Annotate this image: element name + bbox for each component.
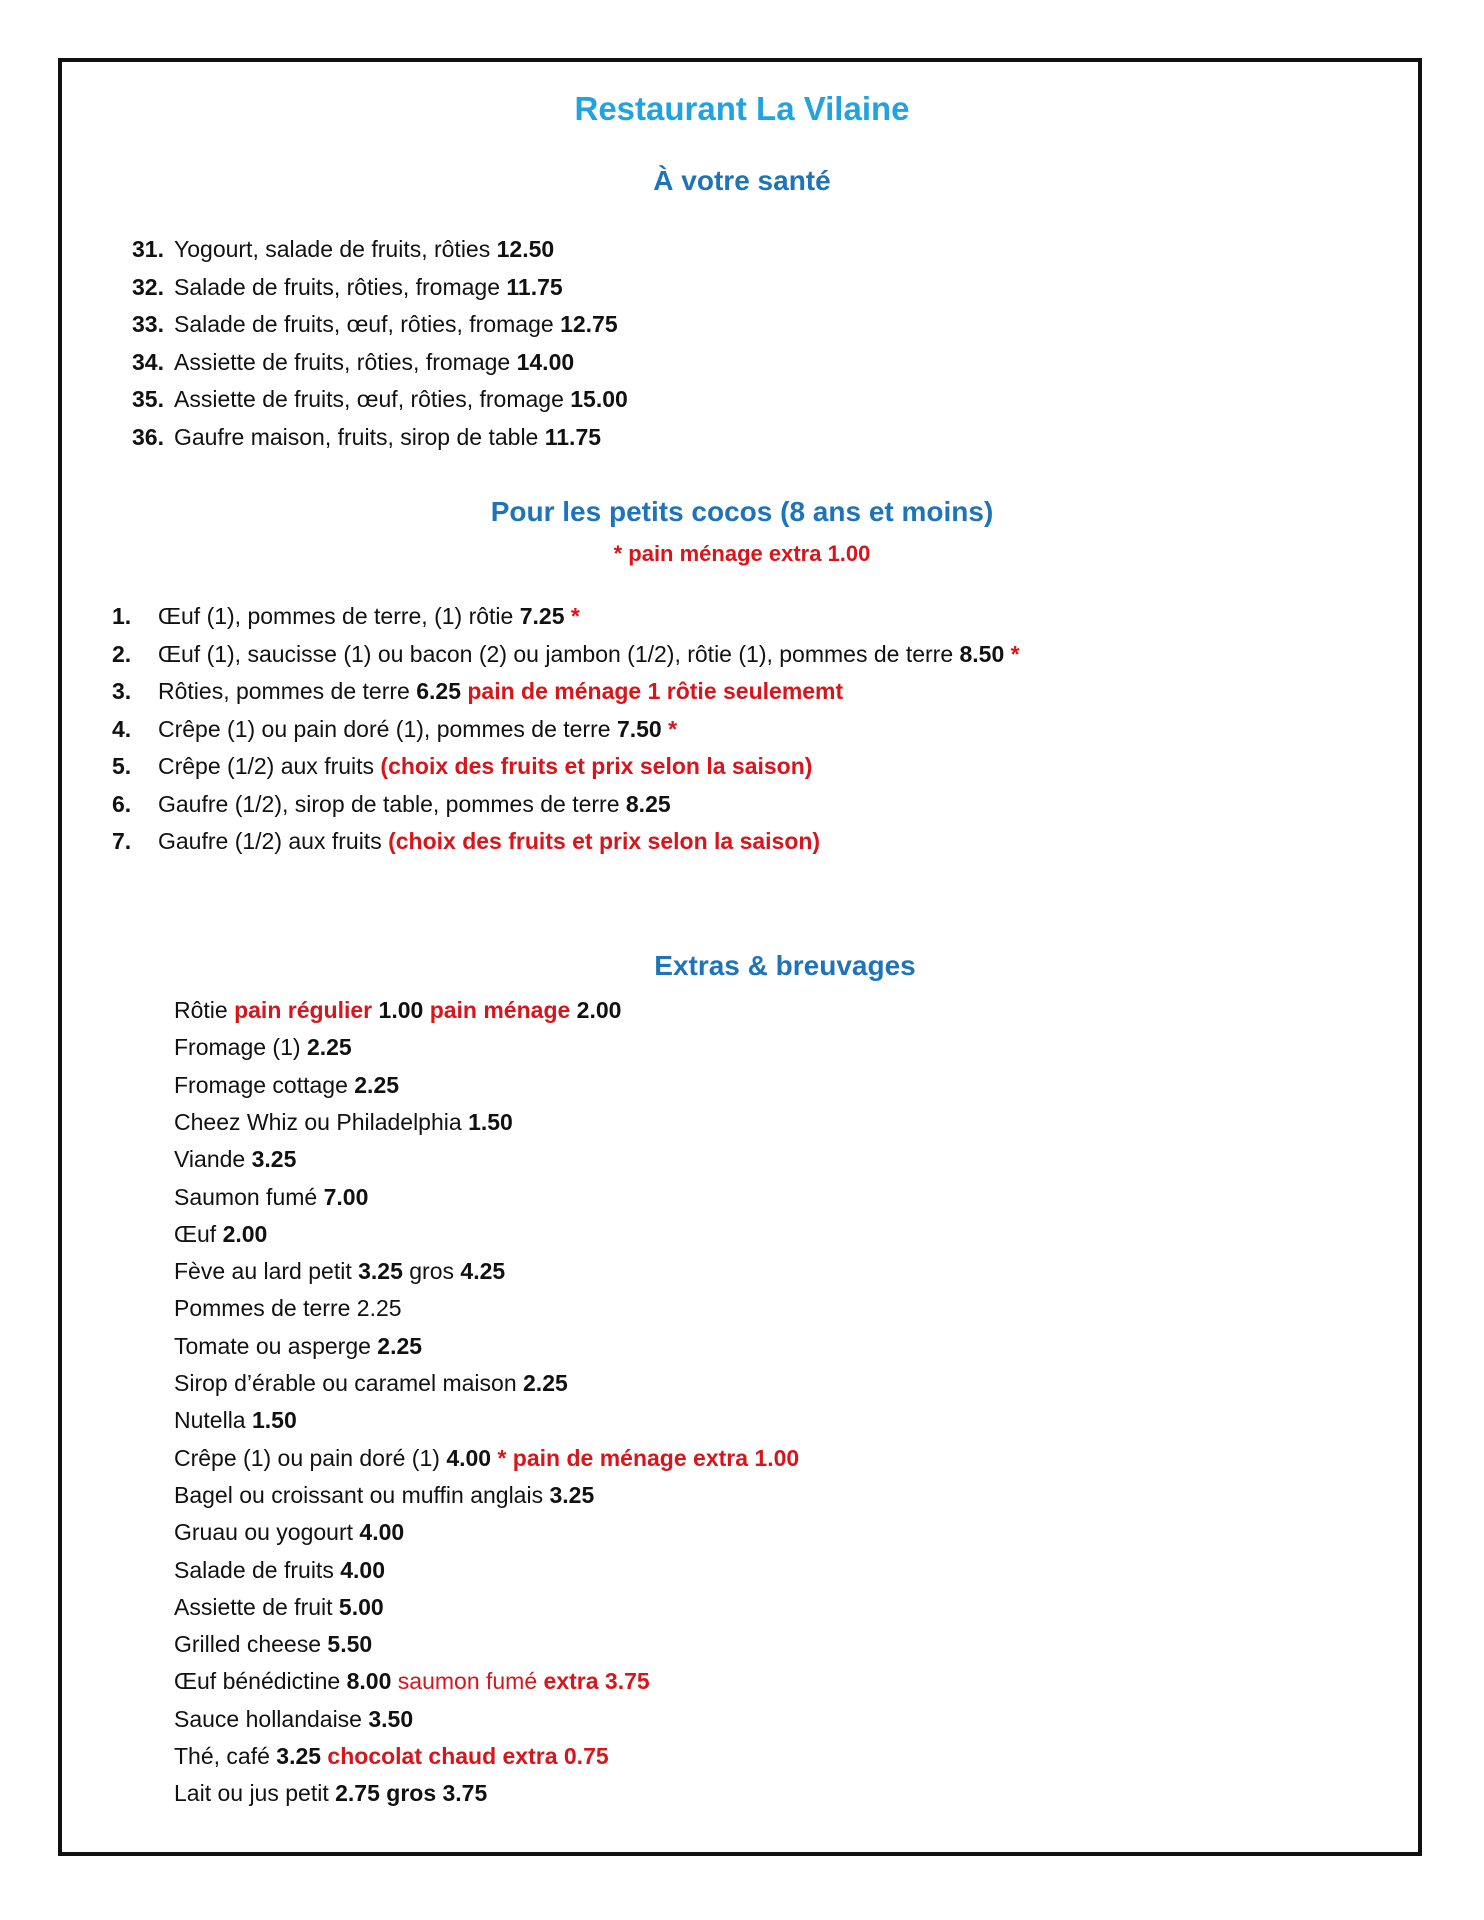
- item-description: Crêpe (1) ou pain doré (1), pommes de terre: [158, 715, 617, 742]
- list-item: [174, 1332, 422, 1360]
- item-description: Œuf: [174, 1220, 223, 1247]
- item-description: Rôtie: [174, 997, 235, 1023]
- item-description: Saumon fumé: [174, 1183, 324, 1210]
- item-description: Fromage (1): [174, 1034, 307, 1061]
- item-price: 4.25: [460, 1258, 506, 1285]
- item-note: chocolat chaud extra 0.75: [321, 1743, 609, 1769]
- item-price: 7.50: [616, 715, 662, 742]
- item-description: Thé, café: [174, 1743, 277, 1769]
- item-price: 7.00: [323, 1183, 369, 1210]
- list-item: [174, 1071, 399, 1099]
- list-item: [174, 1406, 297, 1434]
- item-price: 3.25: [276, 1743, 322, 1769]
- item-description: Gaufre (1/2), sirop de table, pommes de terre: [158, 790, 626, 817]
- list-item: [174, 1294, 402, 1322]
- item-price: 3.25: [549, 1481, 595, 1508]
- item-description: Œuf (1), saucisse (1) ou bacon (2) ou jambon (1/2), rôtie (1), pommes de terre: [158, 640, 960, 667]
- list-item: [174, 1444, 799, 1472]
- item-note: pain de ménage 1 rôtie seulememt: [460, 678, 844, 704]
- heading-sante: À votre santé: [653, 165, 831, 196]
- item-price: 4.00: [340, 1556, 385, 1583]
- item-price: 12.50: [496, 236, 555, 262]
- list-item: [120, 423, 601, 451]
- item-description: Sirop d’érable ou caramel maison: [174, 1370, 524, 1396]
- item-description: Lait ou jus petit: [174, 1780, 336, 1807]
- list-item: [120, 385, 628, 413]
- item-description: Assiette de fruits, œuf, rôties, fromage: [174, 386, 571, 412]
- list-item: [174, 1518, 404, 1546]
- item-price: 2.25: [306, 1034, 352, 1061]
- item-number: 2.: [112, 640, 132, 667]
- list-item: [174, 1667, 650, 1695]
- item-price: 15.00: [570, 386, 628, 412]
- item-description: Gaufre (1/2) aux fruits: [158, 828, 389, 854]
- item-description: Rôties, pommes de terre: [158, 678, 417, 704]
- item-description: Assiette de fruit: [174, 1593, 339, 1620]
- item-description: Tomate ou asperge: [174, 1332, 378, 1359]
- list-item: [112, 602, 580, 630]
- item-note: *: [564, 603, 580, 629]
- item-price: 3.25: [358, 1258, 403, 1285]
- item-description: gros: [402, 1258, 461, 1285]
- list-item: [174, 1705, 413, 1733]
- list-item: [174, 1556, 385, 1584]
- item-price: 5.00: [338, 1593, 384, 1620]
- item-price: 14.00: [516, 348, 575, 375]
- item-price: 11.75: [544, 423, 602, 450]
- item-number: 36.: [132, 423, 164, 450]
- list-item: [174, 1742, 609, 1770]
- item-number: 31.: [132, 236, 164, 262]
- item-number: 5.: [112, 753, 132, 779]
- item-price: 8.25: [625, 790, 671, 817]
- item-price: 2.25: [354, 1071, 400, 1098]
- list-item: [112, 790, 671, 818]
- item-description: Sauce hollandaise: [174, 1705, 369, 1732]
- item-number: 1.: [112, 603, 132, 629]
- item-price: 11.75: [506, 273, 563, 300]
- item-price: 4.00: [446, 1444, 492, 1471]
- item-number: 34.: [132, 348, 164, 375]
- list-item: [120, 235, 554, 263]
- item-description: Salade de fruits, rôties, fromage: [174, 273, 507, 300]
- item-price: 2.00: [222, 1220, 268, 1247]
- item-description: Viande: [174, 1146, 252, 1173]
- item-option: saumon fumé: [391, 1668, 544, 1695]
- list-item: [174, 1033, 352, 1061]
- item-price: 8.00: [346, 1668, 392, 1695]
- item-price: 3.25: [251, 1146, 297, 1173]
- list-item: [120, 273, 563, 301]
- list-item: [174, 1593, 384, 1621]
- item-description: Fromage cottage: [174, 1071, 355, 1098]
- item-price: 6.25: [416, 678, 461, 704]
- item-option: pain régulier: [234, 997, 373, 1023]
- heading-extras: Extras & breuvages: [654, 950, 916, 981]
- list-item: [112, 677, 843, 705]
- page-title: Restaurant La Vilaine: [574, 90, 910, 127]
- list-item: [174, 1183, 368, 1211]
- item-price: 3.50: [368, 1705, 414, 1732]
- item-number: 4.: [112, 715, 132, 742]
- item-number: 7.: [112, 828, 132, 854]
- item-price: 2.25: [377, 1332, 423, 1359]
- item-description: Cheez Whiz ou Philadelphia: [174, 1108, 469, 1135]
- item-price: 1.50: [468, 1108, 513, 1135]
- list-item: [174, 1220, 267, 1248]
- item-description: Nutella: [174, 1407, 252, 1434]
- item-note: (choix des fruits et prix selon la saison): [388, 828, 821, 854]
- item-price: 7.25: [519, 603, 565, 629]
- item-number: 35.: [132, 386, 164, 412]
- item-price: 5.50: [327, 1631, 373, 1658]
- item-description: Crêpe (1) ou pain doré (1): [174, 1444, 447, 1471]
- item-description: Gaufre maison, fruits, sirop de table: [174, 423, 545, 450]
- item-description: Crêpe (1/2) aux fruits: [158, 753, 381, 779]
- list-item: [174, 1630, 372, 1658]
- item-option: pain ménage: [429, 997, 571, 1023]
- list-item: [112, 827, 820, 855]
- list-item: [174, 1257, 505, 1285]
- item-note: (choix des fruits et prix selon la saison): [380, 753, 813, 779]
- list-item: [174, 1108, 513, 1136]
- list-item: [174, 1369, 568, 1397]
- item-description: Yogourt, salade de fruits, rôties: [174, 236, 497, 262]
- item-price: 2.25: [523, 1370, 568, 1396]
- item-note: * pain de ménage extra 1.00: [491, 1444, 800, 1471]
- item-description: Salade de fruits, œuf, rôties, fromage: [174, 311, 561, 337]
- list-item: [112, 752, 812, 780]
- list-item: [112, 640, 1020, 668]
- item-price: 12.75: [560, 311, 618, 337]
- item-number: 32.: [132, 273, 164, 300]
- item-note: *: [661, 715, 678, 742]
- list-item: [120, 348, 574, 376]
- item-description: Grilled cheese: [174, 1631, 328, 1658]
- item-description: Œuf bénédictine: [174, 1668, 347, 1695]
- item-description: Assiette de fruits, rôties, fromage: [174, 348, 517, 375]
- item-price: 2.00: [570, 997, 622, 1023]
- list-item: [112, 715, 677, 743]
- list-item: [174, 996, 621, 1024]
- item-description: Gruau ou yogourt: [174, 1519, 360, 1546]
- item-note: extra 3.75: [543, 1668, 650, 1695]
- item-note: *: [1004, 640, 1020, 667]
- item-description: Œuf (1), pommes de terre, (1) rôtie: [158, 603, 520, 629]
- item-description: Fève au lard petit: [174, 1258, 359, 1285]
- item-description: Salade de fruits: [174, 1556, 341, 1583]
- item-description: Pommes de terre 2.25: [174, 1295, 402, 1322]
- item-price: 8.50: [959, 640, 1005, 667]
- item-price: 1.00: [372, 997, 430, 1023]
- item-price: 2.75 gros 3.75: [335, 1780, 488, 1807]
- list-item: [174, 1481, 594, 1509]
- list-item: [120, 310, 618, 338]
- list-item: [174, 1145, 296, 1173]
- heading-petits: Pour les petits cocos (8 ans et moins): [490, 496, 994, 527]
- item-price: 1.50: [251, 1407, 297, 1434]
- item-number: 6.: [112, 790, 132, 817]
- item-price: 4.00: [359, 1519, 405, 1546]
- item-number: 3.: [112, 678, 132, 704]
- item-number: 33.: [132, 311, 164, 337]
- list-item: [174, 1779, 487, 1807]
- petits-note: * pain ménage extra 1.00: [613, 541, 871, 566]
- item-description: Bagel ou croissant ou muffin anglais: [174, 1481, 550, 1508]
